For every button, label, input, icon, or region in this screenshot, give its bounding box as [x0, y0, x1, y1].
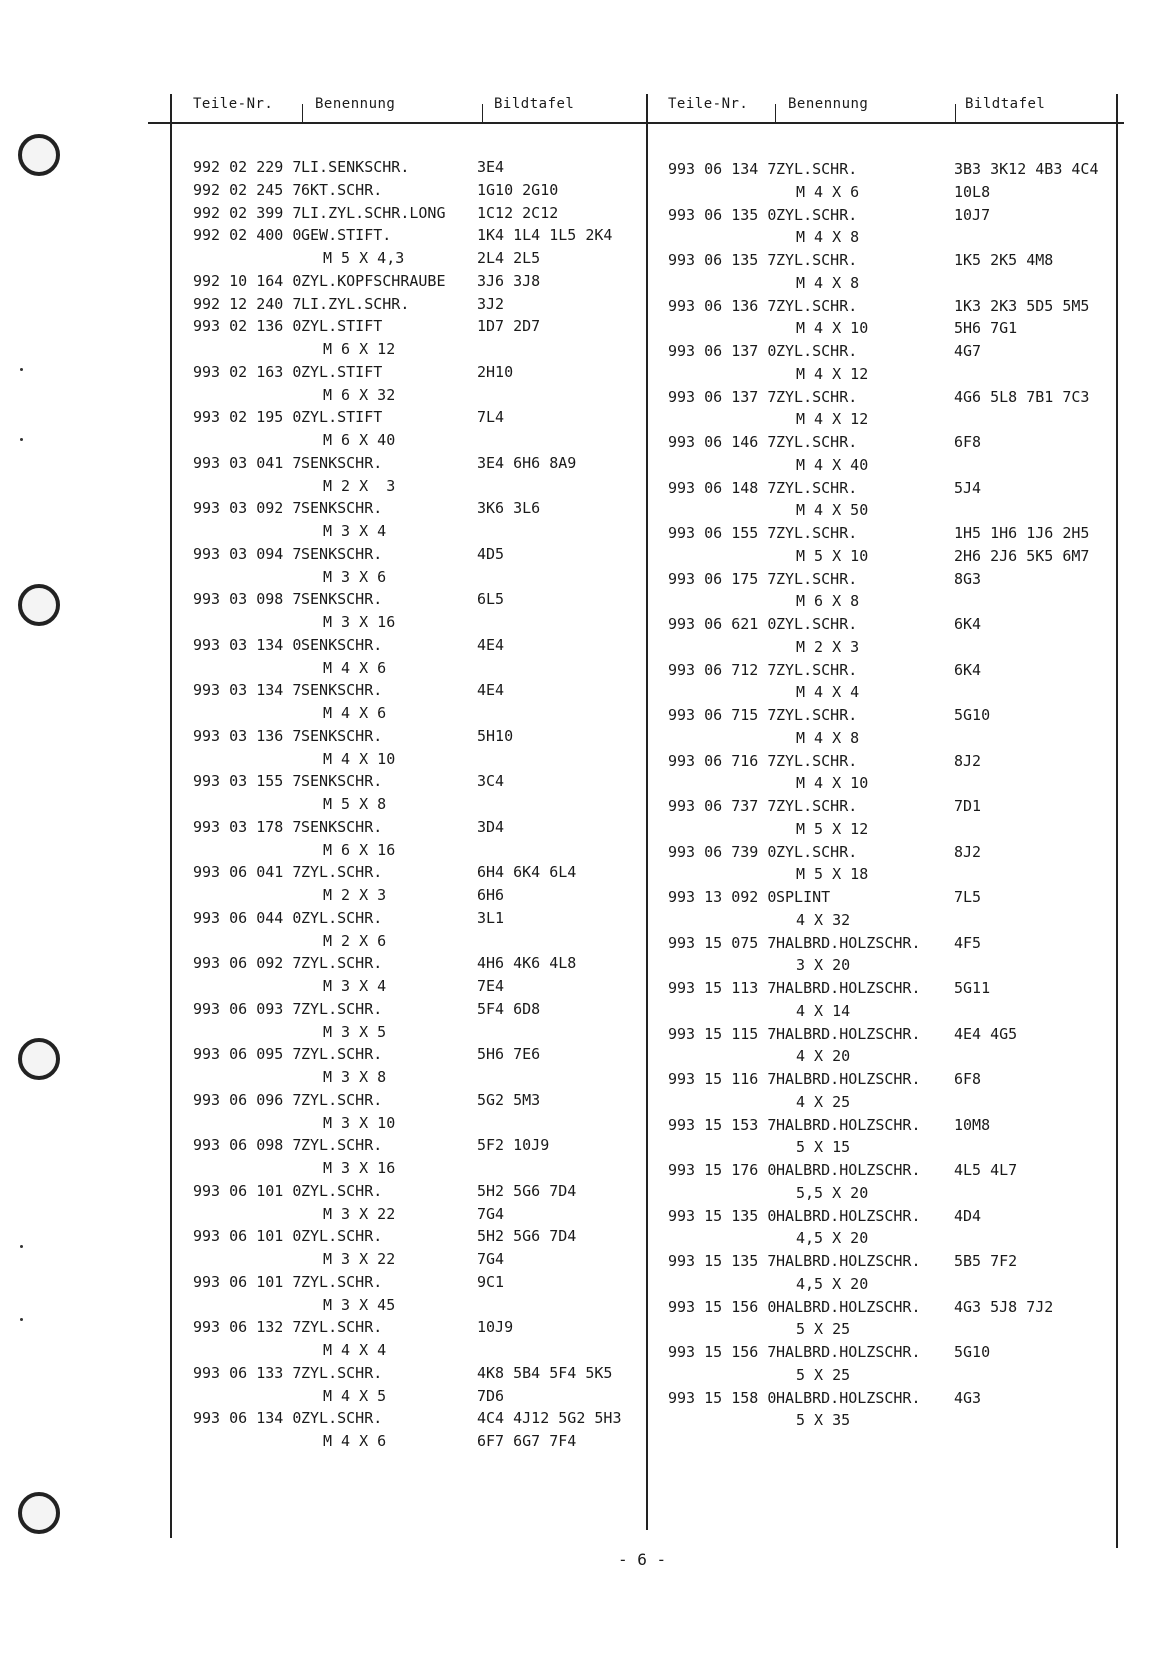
- part-name: ZYL.SCHR.: [776, 660, 858, 679]
- plate-reference-continued: 7G4: [477, 1204, 505, 1223]
- part-number: 993 15 156 0: [668, 1297, 777, 1316]
- dimension: M 3 X 16: [323, 613, 396, 631]
- part-number: 993 13 092 0: [668, 888, 777, 906]
- part-name: SENKSCHR.: [301, 590, 383, 609]
- part-number: 993 15 135 0: [668, 1206, 777, 1225]
- part-number: 993 06 092 7: [193, 954, 302, 973]
- part-number: 993 06 135 0: [668, 205, 777, 224]
- part-number: 993 03 098 7: [193, 590, 302, 609]
- part-name: ZYL.SCHR.: [301, 999, 383, 1018]
- plate-reference: 9C1: [477, 1272, 505, 1291]
- table-right-border: [1116, 94, 1118, 1548]
- plate-reference: 6F8: [954, 1070, 982, 1088]
- part-number: 993 06 715 7: [668, 706, 777, 724]
- dimension: M 3 X 22: [323, 1204, 396, 1223]
- part-name: ZYL.SCHR.: [776, 387, 858, 406]
- header-name-left: Benennung: [315, 96, 396, 112]
- part-number: 993 06 716 7: [668, 751, 777, 770]
- part-number: 993 03 092 7: [193, 499, 302, 518]
- part-number: 993 06 101 0: [193, 1181, 302, 1200]
- part-name: 6KT.SCHR.: [301, 180, 383, 199]
- plate-reference: 8G3: [954, 569, 982, 588]
- plate-reference: 6L5: [477, 590, 505, 609]
- plate-reference: 3J6 3J8: [477, 271, 541, 290]
- dimension: M 4 X 6: [323, 704, 387, 722]
- plate-reference: 1H5 1H6 1J6 2H5: [954, 524, 1090, 542]
- header-part-number-right: Teile-Nr.: [668, 96, 749, 112]
- plate-reference: 4C4 4J12 5G2 5H3: [477, 1409, 622, 1428]
- part-number: 993 15 156 7: [668, 1343, 777, 1361]
- part-name: ZYL.KOPFSCHRAUBE: [301, 271, 446, 290]
- dimension: M 4 X 8: [796, 228, 860, 247]
- dimension: M 4 X 4: [796, 683, 860, 702]
- part-name: HALBRD.HOLZSCHR.: [776, 1161, 921, 1179]
- dimension: M 4 X 8: [796, 728, 860, 747]
- dimension: 5 X 15: [796, 1138, 851, 1157]
- part-name: GEW.STIFT.: [301, 226, 392, 245]
- dimension: M 4 X 6: [796, 182, 860, 201]
- dimension: M 5 X 4,3: [323, 249, 405, 267]
- part-name: ZYL.SCHR.: [776, 205, 858, 224]
- dimension: M 3 X 4: [323, 522, 387, 540]
- table-center-divider: [646, 94, 648, 1530]
- dimension: M 4 X 10: [323, 749, 396, 768]
- plate-reference: 10M8: [954, 1115, 991, 1134]
- plate-reference: 5H10: [477, 726, 514, 745]
- dimension: M 4 X 12: [796, 364, 869, 383]
- part-number: 993 15 176 0: [668, 1161, 777, 1179]
- plate-reference: 6F8: [954, 433, 982, 451]
- dimension: M 3 X 6: [323, 567, 387, 586]
- plate-reference: 8J2: [954, 842, 982, 861]
- dimension: M 4 X 5: [323, 1386, 387, 1405]
- plate-reference: 5F4 6D8: [477, 999, 541, 1018]
- part-name: ZYL.SCHR.: [301, 1045, 383, 1064]
- dimension: M 4 X 10: [796, 319, 869, 338]
- dimension: M 4 X 12: [796, 410, 869, 429]
- dimension: M 6 X 8: [796, 592, 860, 611]
- part-number: 993 06 175 7: [668, 569, 777, 588]
- plate-reference: 5G10: [954, 706, 991, 724]
- header-tick: [775, 104, 776, 122]
- part-number: 993 06 095 7: [193, 1045, 302, 1064]
- punch-hole: [18, 1492, 60, 1534]
- plate-reference: 3B3 3K12 4B3 4C4: [954, 160, 1099, 178]
- part-number: 993 06 137 7: [668, 387, 777, 406]
- plate-reference: 10J7: [954, 205, 991, 224]
- plate-reference: 7D1: [954, 797, 982, 815]
- dimension: 4 X 14: [796, 1001, 851, 1020]
- plate-reference: 6K4: [954, 660, 982, 679]
- part-number: 993 06 133 7: [193, 1363, 302, 1382]
- dimension: M 4 X 10: [796, 774, 869, 793]
- dimension: M 6 X 32: [323, 385, 396, 404]
- plate-reference: 4F5: [954, 933, 982, 952]
- part-number: 992 02 245 7: [193, 180, 302, 199]
- part-number: 993 02 163 0: [193, 362, 302, 381]
- dimension: 4 X 25: [796, 1092, 851, 1111]
- part-number: 993 06 096 7: [193, 1090, 302, 1109]
- part-number: 993 15 113 7: [668, 979, 777, 997]
- part-number: 993 06 101 0: [193, 1227, 302, 1246]
- part-name: SENKSCHR.: [301, 453, 383, 472]
- plate-reference: 1C12 2C12: [477, 203, 559, 222]
- plate-reference: 5G2 5M3: [477, 1090, 541, 1109]
- plate-reference: 4G6 5L8 7B1 7C3: [954, 387, 1090, 406]
- plate-reference-continued: 10L8: [954, 182, 991, 201]
- punch-hole: [18, 1038, 60, 1080]
- part-number: 993 06 101 7: [193, 1272, 302, 1291]
- part-name: HALBRD.HOLZSCHR.: [776, 979, 921, 997]
- part-name: HALBRD.HOLZSCHR.: [776, 1024, 921, 1043]
- dimension: M 4 X 8: [796, 273, 860, 292]
- plate-reference: 5H2 5G6 7D4: [477, 1181, 577, 1200]
- plate-reference: 7L4: [477, 408, 505, 427]
- plate-reference: 1K5 2K5 4M8: [954, 251, 1054, 269]
- plate-reference-continued: 6H6: [477, 886, 505, 904]
- part-number: 993 06 136 7: [668, 296, 777, 315]
- part-name: SENKSCHR.: [301, 635, 383, 654]
- dimension: 3 X 20: [796, 956, 851, 975]
- plate-reference: 4G3: [954, 1388, 982, 1407]
- dimension: M 4 X 50: [796, 501, 869, 520]
- plate-reference: 5G10: [954, 1343, 991, 1361]
- plate-reference: 1K4 1L4 1L5 2K4: [477, 226, 613, 245]
- part-number: 992 10 164 0: [193, 271, 302, 290]
- dimension: M 2 X 3: [323, 476, 396, 495]
- dimension: 5 X 35: [796, 1411, 851, 1430]
- table-left-border: [170, 94, 172, 1538]
- plate-reference: 1D7 2D7: [477, 317, 541, 336]
- dimension: M 4 X 6: [323, 658, 387, 677]
- part-name: ZYL.SCHR.: [776, 160, 858, 178]
- dimension: 4 X 20: [796, 1047, 851, 1066]
- part-name: ZYL.SCHR.: [301, 1318, 383, 1337]
- plate-reference: 5H2 5G6 7D4: [477, 1227, 577, 1246]
- part-name: SPLINT: [776, 888, 831, 906]
- plate-reference: 7L5: [954, 888, 982, 906]
- part-name: ZYL.SCHR.: [776, 751, 858, 770]
- page-number: - 6 -: [618, 1550, 667, 1569]
- part-name: ZYL.SCHR.: [776, 842, 858, 861]
- plate-reference: 1G10 2G10: [477, 180, 559, 199]
- part-number: 993 03 134 0: [193, 635, 302, 654]
- dimension: M 6 X 16: [323, 840, 396, 859]
- part-name: ZYL.SCHR.: [301, 1136, 383, 1155]
- plate-reference: 4G7: [954, 342, 982, 360]
- plate-reference: 5J4: [954, 478, 982, 497]
- plate-reference: 5G11: [954, 979, 991, 997]
- plate-reference: 4G3 5J8 7J2: [954, 1297, 1054, 1316]
- dimension: M 3 X 5: [323, 1022, 387, 1041]
- plate-reference: 5H6 7E6: [477, 1045, 541, 1064]
- header-tick: [302, 104, 303, 122]
- plate-reference: 8J2: [954, 751, 982, 770]
- dimension: 5,5 X 20: [796, 1183, 869, 1202]
- part-number: 993 06 737 7: [668, 797, 777, 815]
- part-number: 993 15 158 0: [668, 1388, 777, 1407]
- dimension: M 5 X 12: [796, 819, 869, 838]
- part-number: 992 02 399 7: [193, 203, 302, 222]
- dimension: M 5 X 10: [796, 546, 869, 565]
- header-name-right: Benennung: [788, 96, 869, 112]
- part-number: 993 06 041 7: [193, 863, 302, 882]
- plate-reference: 1K3 2K3 5D5 5M5: [954, 296, 1090, 315]
- part-name: ZYL.SCHR.: [301, 1363, 383, 1382]
- part-name: SENKSCHR.: [301, 499, 383, 518]
- part-number: 993 06 148 7: [668, 478, 777, 497]
- part-name: ZYL.STIFT: [301, 317, 383, 336]
- plate-reference: 3D4: [477, 817, 505, 836]
- part-name: SENKSCHR.: [301, 726, 383, 745]
- part-name: HALBRD.HOLZSCHR.: [776, 1206, 921, 1225]
- part-name: HALBRD.HOLZSCHR.: [776, 1343, 921, 1361]
- plate-reference: 4L5 4L7: [954, 1161, 1018, 1179]
- plate-reference: 6K4: [954, 615, 982, 633]
- header-plate-right: Bildtafel: [965, 96, 1046, 112]
- part-number: 993 06 044 0: [193, 908, 302, 927]
- part-name: ZYL.STIFT: [301, 362, 383, 381]
- plate-reference: 4D5: [477, 544, 505, 563]
- part-number: 993 02 195 0: [193, 408, 302, 427]
- part-number: 993 06 098 7: [193, 1136, 302, 1155]
- plate-reference: 3C4: [477, 772, 505, 791]
- part-number: 993 03 094 7: [193, 544, 302, 563]
- part-number: 993 03 041 7: [193, 453, 302, 472]
- plate-reference: 3E4 6H6 8A9: [477, 453, 577, 472]
- plate-reference-continued: 7G4: [477, 1250, 505, 1268]
- part-number: 993 06 132 7: [193, 1318, 302, 1337]
- part-name: ZYL.SCHR.: [776, 433, 858, 451]
- part-number: 993 03 134 7: [193, 681, 302, 700]
- part-number: 992 02 400 0: [193, 226, 302, 245]
- plate-reference-continued: 7E4: [477, 977, 505, 995]
- dimension: M 2 X 3: [796, 637, 860, 656]
- plate-reference-continued: 6F7 6G7 7F4: [477, 1432, 577, 1450]
- part-name: ZYL.SCHR.: [301, 1181, 383, 1200]
- plate-reference: 5B5 7F2: [954, 1252, 1018, 1270]
- part-number: 993 15 075 7: [668, 933, 777, 952]
- part-number: 993 06 739 0: [668, 842, 777, 861]
- part-number: 993 06 155 7: [668, 524, 777, 542]
- part-name: ZYL.SCHR.: [776, 797, 858, 815]
- plate-reference-continued: 5H6 7G1: [954, 319, 1018, 338]
- part-name: SENKSCHR.: [301, 681, 383, 700]
- dimension: M 3 X 8: [323, 1068, 387, 1086]
- plate-reference: 5F2 10J9: [477, 1136, 550, 1155]
- plate-reference: 4E4: [477, 681, 505, 700]
- part-name: ZYL.SCHR.: [301, 1227, 383, 1246]
- dimension: M 3 X 45: [323, 1295, 396, 1314]
- part-number: 993 06 621 0: [668, 615, 777, 633]
- dimension: M 2 X 3: [323, 886, 387, 904]
- part-name: ZYL.SCHR.: [301, 1090, 383, 1109]
- dimension: 4,5 X 20: [796, 1229, 869, 1248]
- plate-reference-continued: 2H6 2J6 5K5 6M7: [954, 546, 1090, 565]
- plate-reference: 4K8 5B4 5F4 5K5: [477, 1363, 613, 1382]
- speck: [20, 368, 23, 371]
- punch-hole: [18, 584, 60, 626]
- dimension: M 4 X 40: [796, 455, 869, 474]
- plate-reference: 2H10: [477, 362, 514, 381]
- speck: [20, 1245, 23, 1248]
- dimension: M 6 X 12: [323, 340, 396, 358]
- part-number: 993 03 136 7: [193, 726, 302, 745]
- part-number: 993 02 136 0: [193, 317, 302, 336]
- speck: [20, 1318, 23, 1321]
- part-number: 993 03 155 7: [193, 772, 302, 791]
- part-number: 993 06 134 0: [193, 1409, 302, 1428]
- part-number: 993 15 116 7: [668, 1070, 777, 1088]
- part-name: LI.SENKSCHR.: [301, 158, 410, 176]
- header-tick: [955, 104, 956, 122]
- dimension: M 2 X 6: [323, 931, 387, 950]
- part-name: HALBRD.HOLZSCHR.: [776, 1388, 921, 1407]
- part-name: SENKSCHR.: [301, 772, 383, 791]
- part-number: 993 15 135 7: [668, 1252, 777, 1270]
- dimension: M 3 X 4: [323, 977, 387, 995]
- dimension: M 6 X 40: [323, 431, 396, 449]
- plate-reference: 6H4 6K4 6L4: [477, 863, 577, 882]
- plate-reference: 4E4: [477, 635, 505, 654]
- part-name: HALBRD.HOLZSCHR.: [776, 1070, 921, 1088]
- plate-reference: 4H6 4K6 4L8: [477, 954, 577, 973]
- part-name: ZYL.SCHR.: [301, 863, 383, 882]
- part-name: ZYL.SCHR.: [301, 908, 383, 927]
- plate-reference-continued: 7D6: [477, 1386, 505, 1405]
- part-name: LI.ZYL.SCHR.: [301, 294, 410, 313]
- part-name: ZYL.SCHR.: [301, 1272, 383, 1291]
- header-tick: [482, 104, 483, 122]
- part-number: 993 06 137 0: [668, 342, 777, 360]
- dimension: M 3 X 22: [323, 1250, 396, 1268]
- header-rule: [148, 122, 1124, 124]
- part-name: SENKSCHR.: [301, 817, 383, 836]
- part-name: HALBRD.HOLZSCHR.: [776, 1252, 921, 1270]
- part-name: HALBRD.HOLZSCHR.: [776, 1297, 921, 1316]
- part-number: 993 06 712 7: [668, 660, 777, 679]
- part-number: 993 06 134 7: [668, 160, 777, 178]
- part-name: ZYL.SCHR.: [776, 342, 858, 360]
- header-part-number-left: Teile-Nr.: [193, 96, 274, 112]
- part-number: 993 15 153 7: [668, 1115, 777, 1134]
- dimension: M 3 X 10: [323, 1113, 396, 1132]
- part-number: 993 06 093 7: [193, 999, 302, 1018]
- part-name: HALBRD.HOLZSCHR.: [776, 1115, 921, 1134]
- plate-reference: 4D4: [954, 1206, 982, 1225]
- part-name: LI.ZYL.SCHR.LONG: [301, 203, 446, 222]
- dimension: 5 X 25: [796, 1365, 851, 1384]
- dimension: 4 X 32: [796, 910, 851, 929]
- speck: [20, 438, 23, 441]
- part-name: ZYL.SCHR.: [776, 615, 858, 633]
- part-number: 993 06 146 7: [668, 433, 777, 451]
- part-number: 993 15 115 7: [668, 1024, 777, 1043]
- part-name: ZYL.SCHR.: [776, 296, 858, 315]
- plate-reference-continued: 2L4 2L5: [477, 249, 541, 267]
- part-number: 992 12 240 7: [193, 294, 302, 313]
- part-name: ZYL.SCHR.: [776, 706, 858, 724]
- part-name: ZYL.SCHR.: [301, 954, 383, 973]
- dimension: 5 X 25: [796, 1320, 851, 1339]
- part-number: 993 03 178 7: [193, 817, 302, 836]
- dimension: M 4 X 6: [323, 1432, 387, 1450]
- dimension: M 4 X 4: [323, 1341, 387, 1359]
- plate-reference: 3J2: [477, 294, 505, 313]
- dimension: 4,5 X 20: [796, 1274, 869, 1293]
- part-name: HALBRD.HOLZSCHR.: [776, 933, 921, 952]
- dimension: M 5 X 18: [796, 865, 869, 884]
- part-name: ZYL.SCHR.: [776, 251, 858, 269]
- plate-reference: 4E4 4G5: [954, 1024, 1018, 1043]
- part-number: 992 02 229 7: [193, 158, 302, 176]
- dimension: M 3 X 16: [323, 1159, 396, 1177]
- part-name: ZYL.SCHR.: [301, 1409, 383, 1428]
- plate-reference: 3K6 3L6: [477, 499, 541, 518]
- part-name: ZYL.SCHR.: [776, 478, 858, 497]
- plate-reference: 3E4: [477, 158, 505, 176]
- part-name: SENKSCHR.: [301, 544, 383, 563]
- part-number: 993 06 135 7: [668, 251, 777, 269]
- plate-reference: 10J9: [477, 1318, 514, 1337]
- dimension: M 5 X 8: [323, 795, 387, 813]
- part-name: ZYL.STIFT: [301, 408, 383, 427]
- part-name: ZYL.SCHR.: [776, 524, 858, 542]
- plate-reference: 3L1: [477, 908, 505, 927]
- punch-hole: [18, 134, 60, 176]
- part-name: ZYL.SCHR.: [776, 569, 858, 588]
- header-plate-left: Bildtafel: [494, 96, 575, 112]
